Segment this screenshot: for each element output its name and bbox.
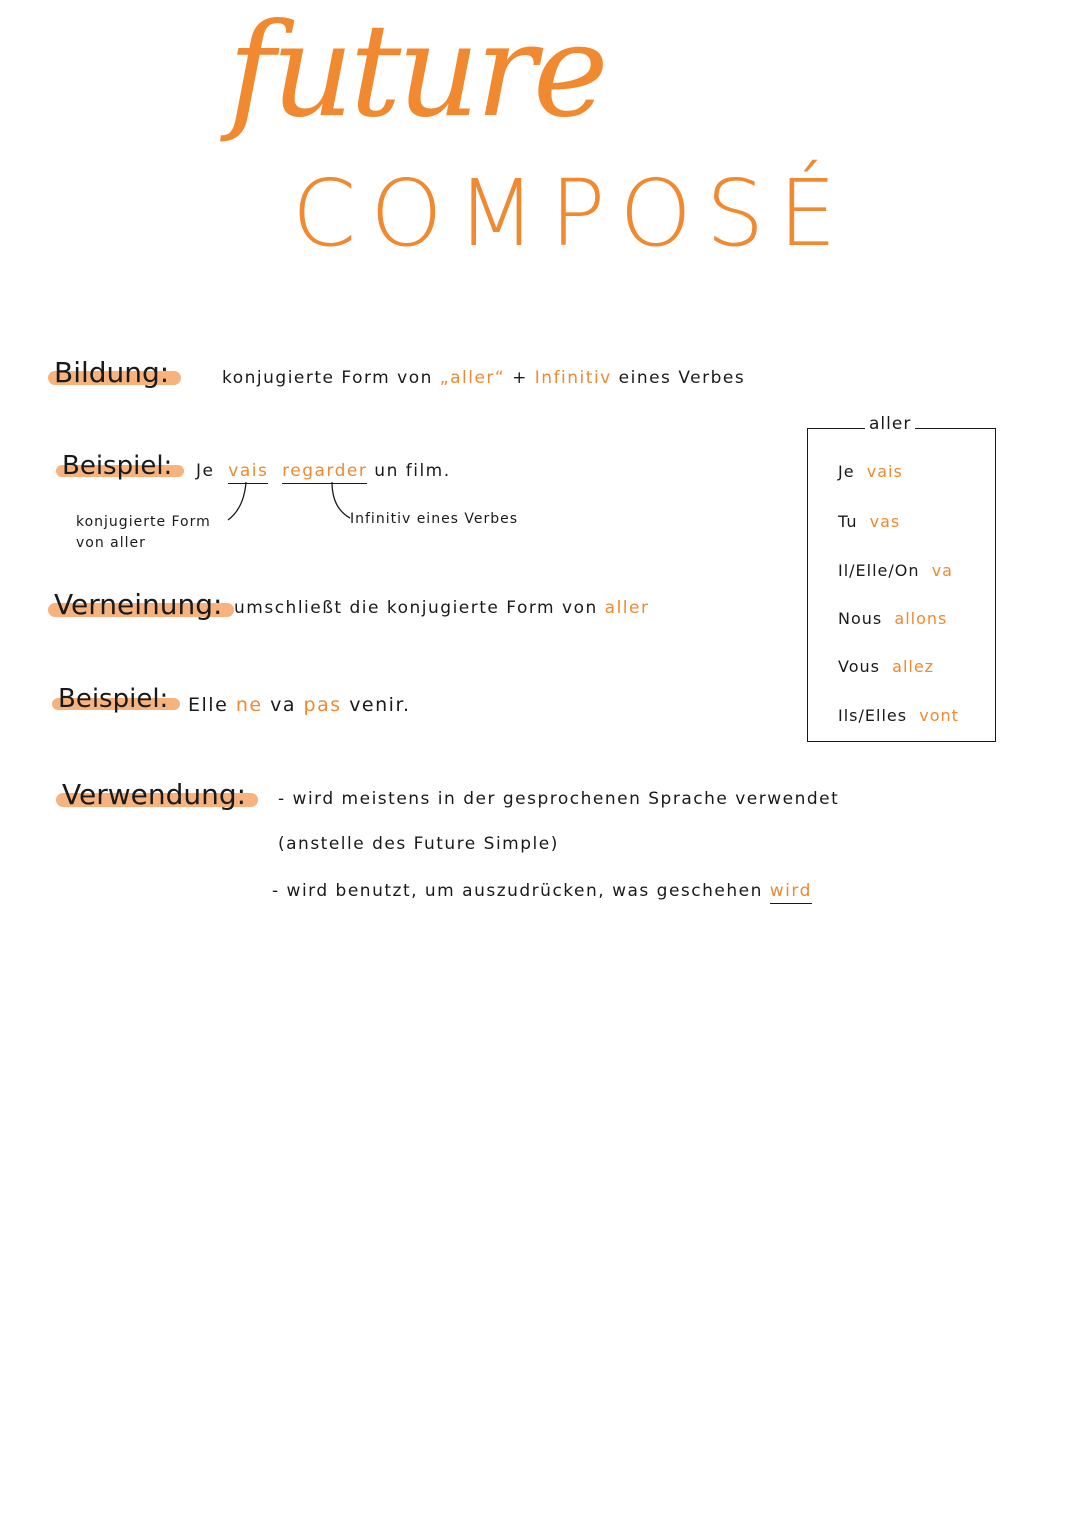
bildung-plus: + bbox=[512, 368, 528, 388]
verwendung-point2 bbox=[272, 881, 812, 901]
bildung-text-post: eines Verbes bbox=[618, 368, 746, 388]
pronoun: Vous bbox=[838, 657, 880, 676]
bildung-text bbox=[222, 368, 745, 388]
aller-row-vous bbox=[838, 657, 934, 676]
beispiel2-sentence bbox=[188, 694, 411, 716]
verb-form: allez bbox=[892, 657, 935, 676]
beispiel1-rest: un film. bbox=[374, 461, 451, 481]
verb-form: vas bbox=[869, 512, 901, 531]
annotation-left-line1: konjugierte Form bbox=[76, 514, 211, 530]
beispiel1-je: Je bbox=[196, 461, 215, 481]
bildung-aller: „aller“ bbox=[439, 368, 506, 388]
aller-row-tu bbox=[838, 512, 900, 531]
pronoun: Ils/Elles bbox=[838, 706, 908, 725]
beispiel2-ne: ne bbox=[235, 694, 263, 716]
verwendung-section bbox=[56, 778, 252, 811]
annotation-left-line2: von aller bbox=[76, 535, 146, 551]
beispiel2-venir: venir. bbox=[349, 694, 411, 716]
beispiel1-vais: vais bbox=[228, 461, 268, 484]
bildung-infinitiv: Infinitiv bbox=[534, 368, 612, 388]
verneinung-text bbox=[234, 598, 649, 618]
title-caps: COMPOSÉ bbox=[292, 160, 851, 267]
beispiel1-heading: Beispiel: bbox=[56, 451, 178, 481]
verwendung-heading: Verwendung: bbox=[56, 778, 252, 811]
pronoun: Nous bbox=[838, 609, 883, 628]
beispiel1-section bbox=[56, 451, 178, 481]
verb-form: va bbox=[931, 561, 953, 580]
annotation-left bbox=[76, 512, 211, 554]
beispiel1-regarder: regarder bbox=[282, 461, 367, 484]
beispiel2-elle: Elle bbox=[188, 694, 229, 716]
verb-form: vont bbox=[919, 706, 959, 725]
title-script: future bbox=[228, 0, 605, 146]
verneinung-aller: aller bbox=[604, 598, 650, 618]
aller-row-il bbox=[838, 561, 953, 580]
bildung-heading: Bildung: bbox=[48, 356, 175, 389]
verb-form: allons bbox=[894, 609, 948, 628]
beispiel2-va: va bbox=[270, 694, 296, 716]
verwendung-point1-cont: (anstelle des Future Simple) bbox=[278, 834, 559, 854]
beispiel2-pas: pas bbox=[303, 694, 342, 716]
beispiel2-heading: Beispiel: bbox=[52, 684, 174, 714]
verwendung-point2-last: wird bbox=[770, 881, 812, 904]
bildung-text-pre: konjugierte Form von bbox=[222, 368, 433, 388]
verneinung-section bbox=[48, 588, 228, 621]
pronoun: Tu bbox=[838, 512, 858, 531]
verwendung-point2-text: - wird benutzt, um auszudrücken, was geschehen bbox=[272, 881, 763, 901]
verb-form: vais bbox=[866, 462, 903, 481]
annotation-lines bbox=[200, 478, 370, 526]
aller-row-je bbox=[838, 462, 903, 481]
beispiel2-section bbox=[52, 684, 174, 714]
pronoun: Je bbox=[838, 462, 855, 481]
pronoun: Il/Elle/On bbox=[838, 561, 920, 580]
verneinung-heading: Verneinung: bbox=[48, 588, 228, 621]
verwendung-point1: - wird meistens in der gesprochenen Sprache verwendet bbox=[278, 789, 840, 809]
aller-table-title: aller bbox=[865, 414, 915, 434]
bildung-section bbox=[48, 356, 175, 389]
aller-row-nous bbox=[838, 609, 947, 628]
verneinung-text-main: umschließt die konjugierte Form von bbox=[234, 598, 598, 618]
aller-row-ils bbox=[838, 706, 959, 725]
annotation-right: Infinitiv eines Verbes bbox=[350, 511, 519, 527]
